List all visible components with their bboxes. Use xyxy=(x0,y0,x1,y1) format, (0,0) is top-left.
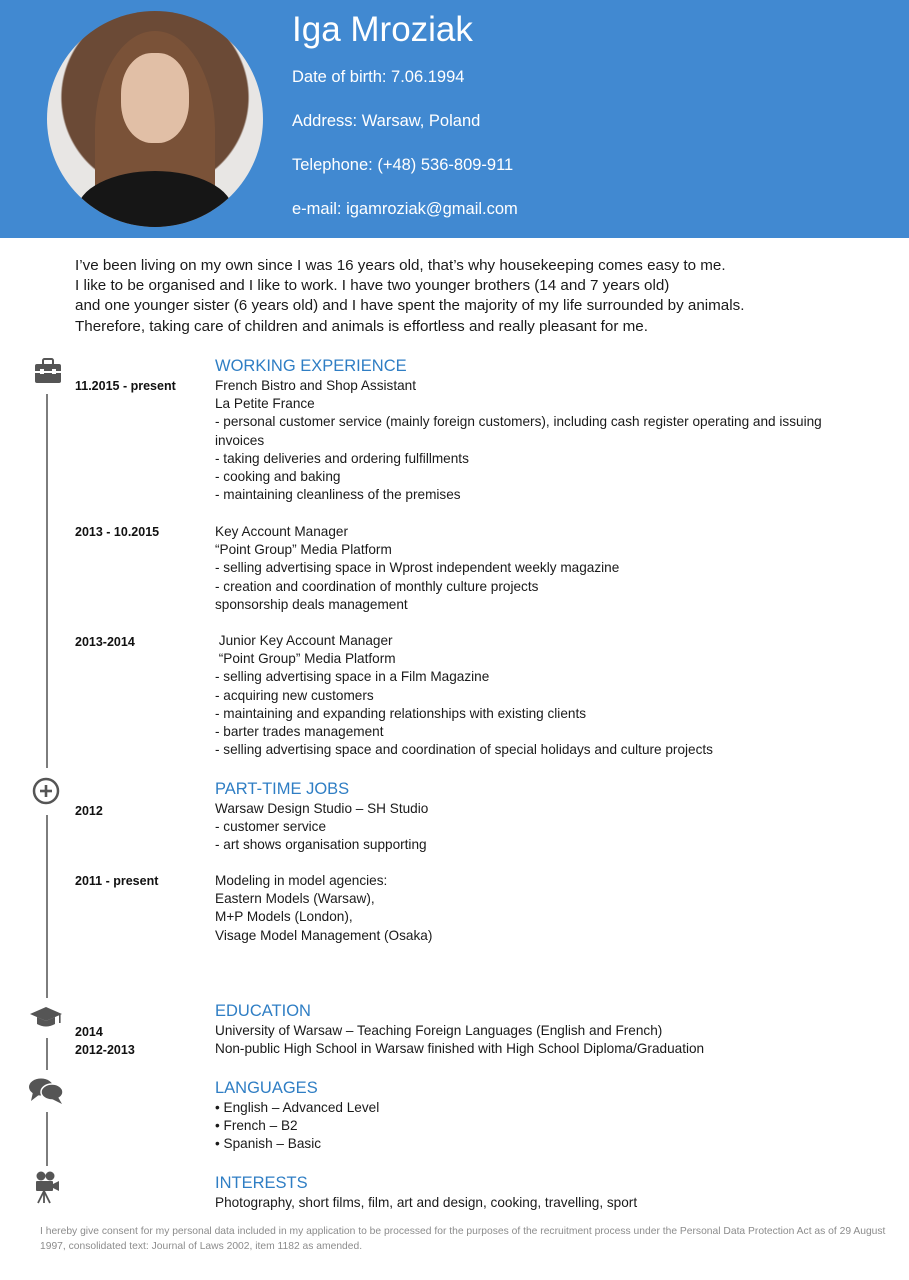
timeline-line xyxy=(46,1112,48,1166)
briefcase-icon xyxy=(34,358,62,384)
date-of-birth: Date of birth: 7.06.1994 xyxy=(292,68,465,86)
speech-bubbles-icon xyxy=(28,1077,64,1105)
profile-photo xyxy=(47,11,263,227)
telephone: Telephone: (+48) 536-809-911 xyxy=(292,156,514,174)
job-line: Modeling in model agencies: xyxy=(215,873,388,888)
job-entry xyxy=(215,377,865,504)
job-date: 2013 - 10.2015 xyxy=(75,525,160,539)
job-line: - maintaining and expanding relationships with existing clients xyxy=(215,705,587,721)
education-date: 2014 xyxy=(75,1025,103,1039)
job-line: Warsaw Design Studio – SH Studio xyxy=(215,801,429,816)
part-time-jobs-title: PART-TIME JOBS xyxy=(215,780,350,798)
photo-face xyxy=(121,53,189,143)
intro-line: I like to be organised and I like to work. I have two younger brothers (14 and 7 years old) xyxy=(75,277,670,295)
intro-line: I’ve been living on my own since I was 16 years old, that’s why housekeeping comes easy to me. xyxy=(75,257,726,274)
candidate-name: Iga Mroziak xyxy=(292,10,473,49)
job-line: - maintaining cleanliness of the premises xyxy=(215,487,461,503)
job-line: Eastern Models (Warsaw), xyxy=(215,891,375,907)
job-date: 2011 - present xyxy=(75,874,159,888)
graduation-cap-icon xyxy=(29,1005,63,1029)
job-entry xyxy=(215,800,428,855)
job-line: - art shows organisation supporting xyxy=(215,837,427,853)
timeline-line xyxy=(46,394,48,768)
job-line: “Point Group” Media Platform xyxy=(215,542,392,558)
job-line: French Bistro and Shop Assistant xyxy=(215,378,416,393)
header-banner xyxy=(0,0,909,238)
job-line: Key Account Manager xyxy=(215,524,348,539)
working-experience-title: WORKING EXPERIENCE xyxy=(215,357,407,375)
data-consent-clause: I hereby give consent for my personal data included in my application to be processed for the purposes of the recruitment process under the Personal Data Protection Act as of 29 August 1997, consolidated text: Journal of Laws 2002, item 1182 as amended. xyxy=(40,1226,886,1252)
job-line: sponsorship deals management xyxy=(215,596,408,612)
job-line: - barter trades management xyxy=(215,724,384,740)
intro-line: Therefore, taking care of children and animals is effortless and really pleasant for me. xyxy=(75,317,648,335)
job-line: La Petite France xyxy=(215,396,315,412)
address: Address: Warsaw, Poland xyxy=(292,112,481,130)
job-date: 2012 xyxy=(75,804,103,818)
job-line: M+P Models (London), xyxy=(215,909,353,925)
job-entry xyxy=(215,523,619,614)
languages-title: LANGUAGES xyxy=(215,1079,318,1097)
video-camera-icon xyxy=(33,1170,61,1204)
job-entry xyxy=(215,632,713,759)
email: e-mail: igamroziak@gmail.com xyxy=(292,200,518,218)
job-line: - selling advertising space and coordination of special holidays and culture projects xyxy=(215,742,713,758)
job-line: - selling advertising space in a Film Magazine xyxy=(215,669,490,685)
language-item: • Spanish – Basic xyxy=(215,1136,322,1152)
languages-list xyxy=(215,1099,379,1154)
language-item: • French – B2 xyxy=(215,1118,298,1134)
job-line: - acquiring new customers xyxy=(215,687,374,703)
job-line: - personal customer service (mainly foreign customers), including cash register operating and issuing invoices xyxy=(215,414,822,448)
intro-paragraph xyxy=(75,256,744,337)
education-entry: Non-public High School in Warsaw finished with High School Diploma/Graduation xyxy=(215,1041,705,1056)
intro-line: and one younger sister (6 years old) and I have spent the majority of my life surrounded by animals. xyxy=(75,297,745,315)
job-line: “Point Group” Media Platform xyxy=(215,651,396,667)
interests-title: INTERESTS xyxy=(215,1174,308,1192)
plus-circle-icon xyxy=(32,777,60,805)
education-date: 2012-2013 xyxy=(75,1043,135,1057)
language-item: • English – Advanced Level xyxy=(215,1100,380,1115)
job-line: - taking deliveries and ordering fulfillments xyxy=(215,450,469,466)
job-line: Visage Model Management (Osaka) xyxy=(215,927,433,943)
job-line: - cooking and baking xyxy=(215,469,341,485)
timeline-line xyxy=(46,1038,48,1070)
job-line: - creation and coordination of monthly culture projects xyxy=(215,578,539,594)
education-title: EDUCATION xyxy=(215,1002,311,1020)
job-line: - customer service xyxy=(215,819,327,835)
job-entry xyxy=(215,872,432,945)
job-line: - selling advertising space in Wprost independent weekly magazine xyxy=(215,560,620,576)
job-line: Junior Key Account Manager xyxy=(215,633,393,648)
job-date: 11.2015 - present xyxy=(75,379,176,393)
interests-text: Photography, short films, film, art and design, cooking, travelling, sport xyxy=(215,1195,638,1210)
job-date: 2013-2014 xyxy=(75,635,135,649)
timeline-line xyxy=(46,815,48,998)
education-entry: University of Warsaw – Teaching Foreign Languages (English and French) xyxy=(215,1023,663,1038)
